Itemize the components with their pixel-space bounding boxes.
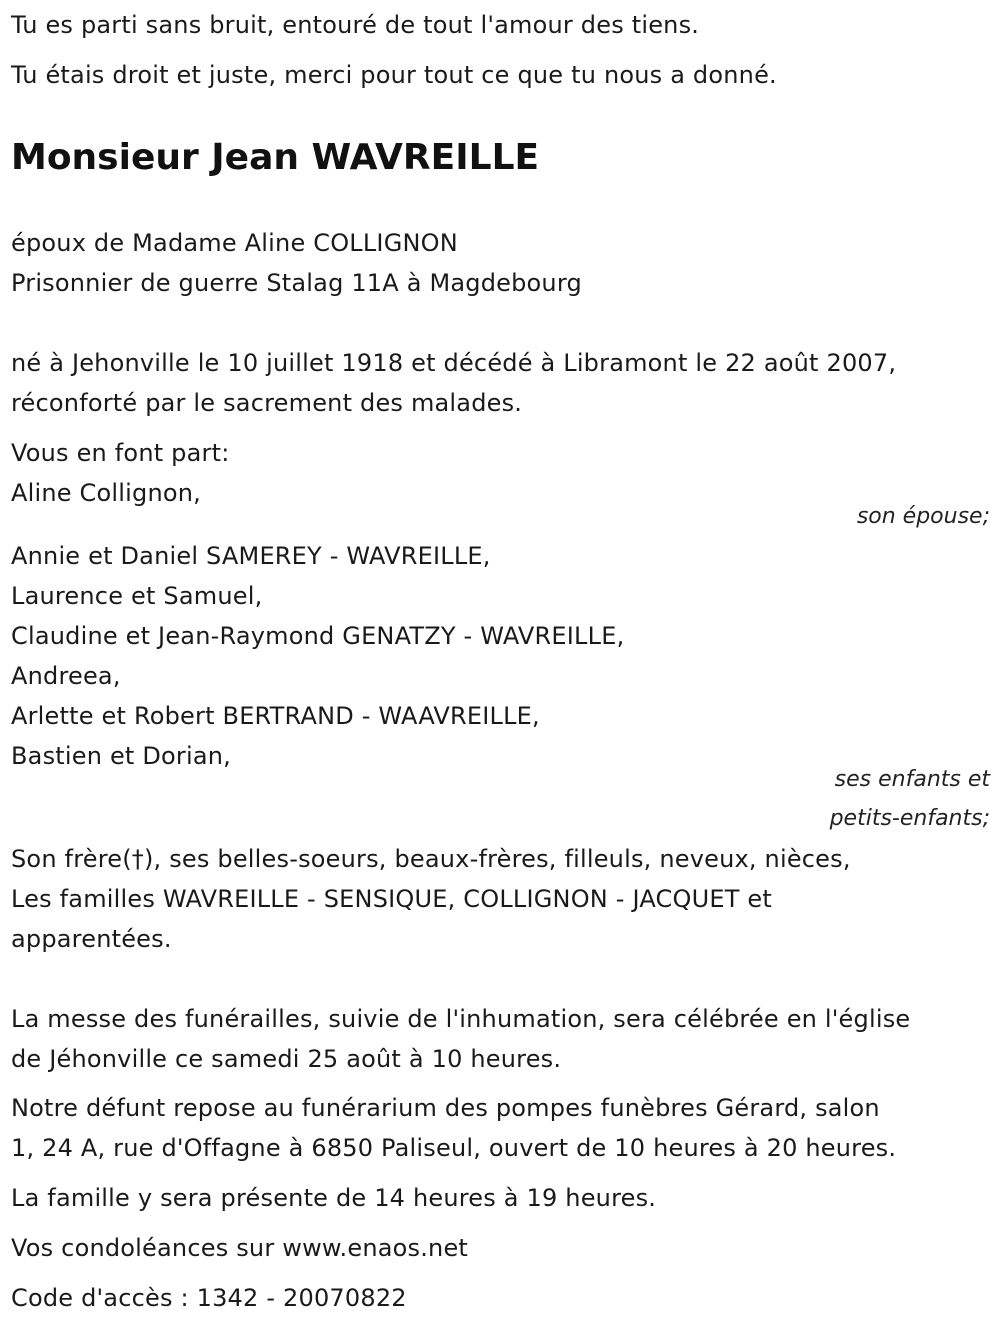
deceased-name-title: Monsieur Jean WAVREILLE — [11, 137, 540, 178]
intro-line-2: Tu étais droit et juste, merci pour tout ce que tu nous a donné. — [11, 61, 777, 89]
child-line: Andreea, — [11, 662, 121, 690]
spouse-role: son épouse; — [856, 504, 990, 529]
child-line: Annie et Daniel SAMEREY - WAVREILLE, — [11, 542, 491, 570]
spouse-line: époux de Madame Aline COLLIGNON — [11, 229, 458, 257]
rest-line-2: 1, 24 A, rue d'Offagne à 6850 Paliseul, ouvert de 10 heures à 20 heures. — [11, 1134, 897, 1162]
presence-line: La famille y sera présente de 14 heures à 19 heures. — [11, 1184, 657, 1212]
rest-line-1: Notre défunt repose au funérarium des pompes funèbres Gérard, salon — [11, 1094, 880, 1122]
child-line: Bastien et Dorian, — [11, 742, 232, 770]
mass-line-2: de Jéhonville ce samedi 25 août à 10 heures. — [11, 1045, 562, 1073]
children-role-2: petits-enfants; — [829, 806, 990, 831]
families-line: Les familles WAVREILLE - SENSIQUE, COLLIGNON - JACQUET et — [11, 885, 772, 913]
child-line: Claudine et Jean-Raymond GENATZY - WAVREILLE, — [11, 622, 625, 650]
spouse-name: Aline Collignon, — [11, 479, 201, 507]
pow-line: Prisonnier de guerre Stalag 11A à Magdebourg — [11, 269, 582, 297]
birth-death-line: né à Jehonville le 10 juillet 1918 et décédé à Libramont le 22 août 2007, — [11, 349, 897, 377]
mass-line-1: La messe des funérailles, suivie de l'inhumation, sera célébrée en l'église — [11, 1005, 911, 1033]
condolences-line: Vos condoléances sur www.enaos.net — [11, 1234, 469, 1262]
family-intro: Vous en font part: — [11, 439, 230, 467]
others-line: Son frère(†), ses belles-soeurs, beaux-frères, filleuls, neveux, nièces, — [11, 845, 851, 873]
families-line-2: apparentées. — [11, 925, 172, 953]
child-line: Arlette et Robert BERTRAND - WAAVREILLE, — [11, 702, 540, 730]
child-line: Laurence et Samuel, — [11, 582, 263, 610]
access-code-line: Code d'accès : 1342 - 20070822 — [11, 1284, 407, 1312]
children-role-1: ses enfants et — [834, 767, 990, 792]
intro-line-1: Tu es parti sans bruit, entouré de tout l'amour des tiens. — [11, 11, 700, 39]
sacrament-line: réconforté par le sacrement des malades. — [11, 389, 523, 417]
